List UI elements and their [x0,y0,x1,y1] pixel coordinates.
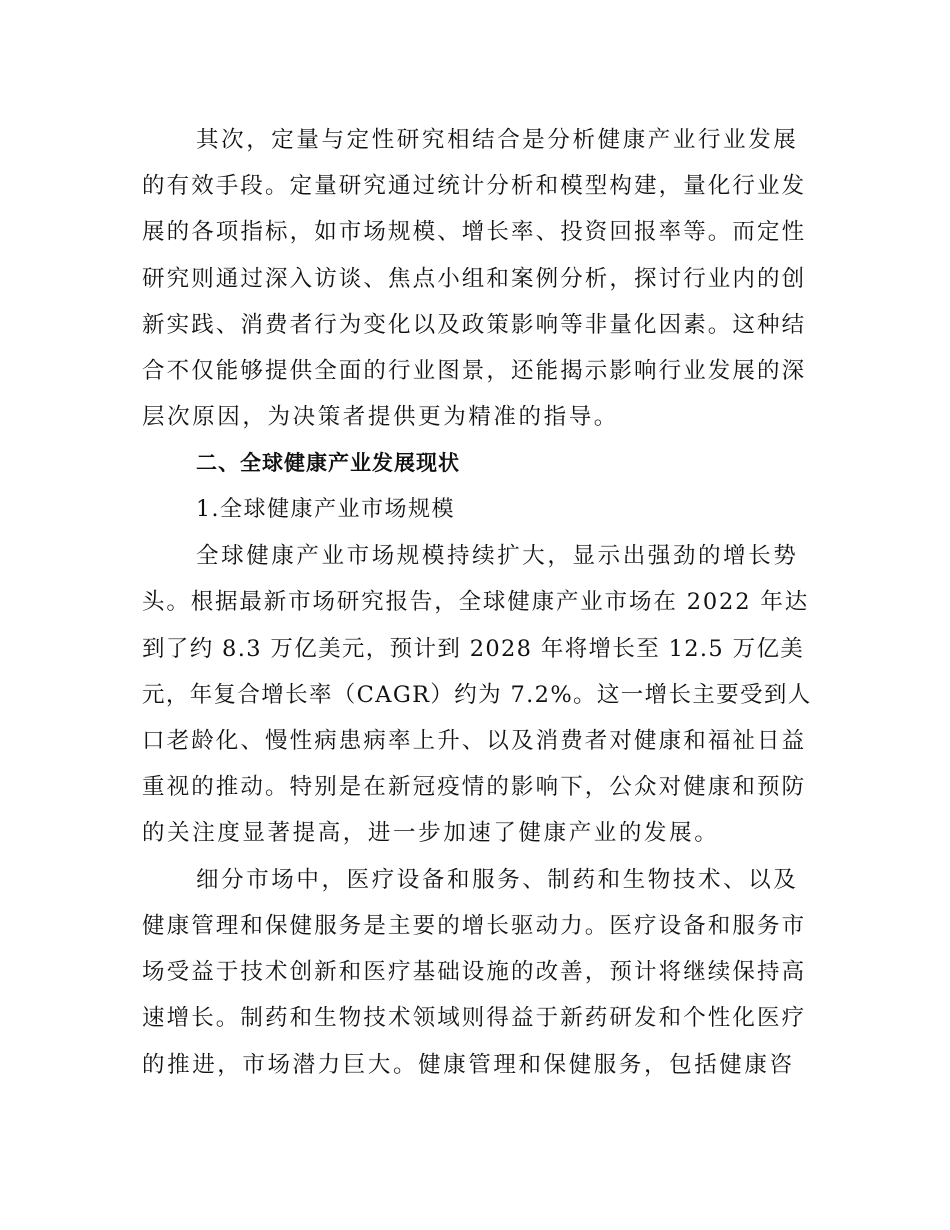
section-heading: 二、全球健康产业发展现状 [196,451,460,475]
paragraph-1-line: 新实践、消费者行为变化以及政策影响等非量化因素。这种结 [142,312,807,338]
paragraph-2-line: 全球健康产业市场规模持续扩大，显示出强劲的增长势 [196,543,799,569]
paragraph-2-line: 的关注度显著提高，进一步加速了健康产业的发展。 [142,820,720,846]
paragraph-3-line: 细分市场中，医疗设备和服务、制药和生物技术、以及 [196,867,799,893]
paragraph-1-line: 合不仅能够提供全面的行业图景，还能揭示影响行业发展的深 [142,358,807,384]
paragraph-3-line: 健康管理和保健服务是主要的增长驱动力。医疗设备和服务市 [142,913,807,939]
paragraph-1-line: 研究则通过深入访谈、焦点小组和案例分析，探讨行业内的创 [142,266,807,292]
paragraph-1-line: 层次原因，为决策者提供更为精准的指导。 [142,404,619,430]
subsection-heading: 1.全球健康产业市场规模 [196,497,455,522]
paragraph-1-line: 其次，定量与定性研究相结合是分析健康产业行业发展 [196,127,799,153]
paragraph-3-line: 的推进，市场潜力巨大。健康管理和保健服务，包括健康咨 [142,1052,795,1078]
paragraph-3-line: 场受益于技术创新和医疗基础设施的改善，预计将继续保持高 [142,959,807,985]
paragraph-3-line: 速增长。制药和生物技术领域则得益于新药研发和个性化医疗 [142,1005,807,1031]
paragraph-2-line: 头。根据最新市场研究报告，全球健康产业市场在 2022 年达 [142,589,810,615]
paragraph-2-line: 元，年复合增长率（CAGR）约为 7.2%。这一增长主要受到人 [142,682,812,708]
paragraph-1-line: 展的各项指标，如市场规模、增长率、投资回报率等。而定性 [142,219,807,245]
paragraph-2-line: 重视的推动。特别是在新冠疫情的影响下，公众对健康和预防 [142,774,807,800]
paragraph-2-line: 到了约 8.3 万亿美元，预计到 2028 年将增长至 12.5 万亿美 [142,636,805,662]
paragraph-1-line: 的有效手段。定量研究通过统计分析和模型构建，量化行业发 [142,173,807,199]
paragraph-2-line: 口老龄化、慢性病患病率上升、以及消费者对健康和福祉日益 [142,728,807,754]
